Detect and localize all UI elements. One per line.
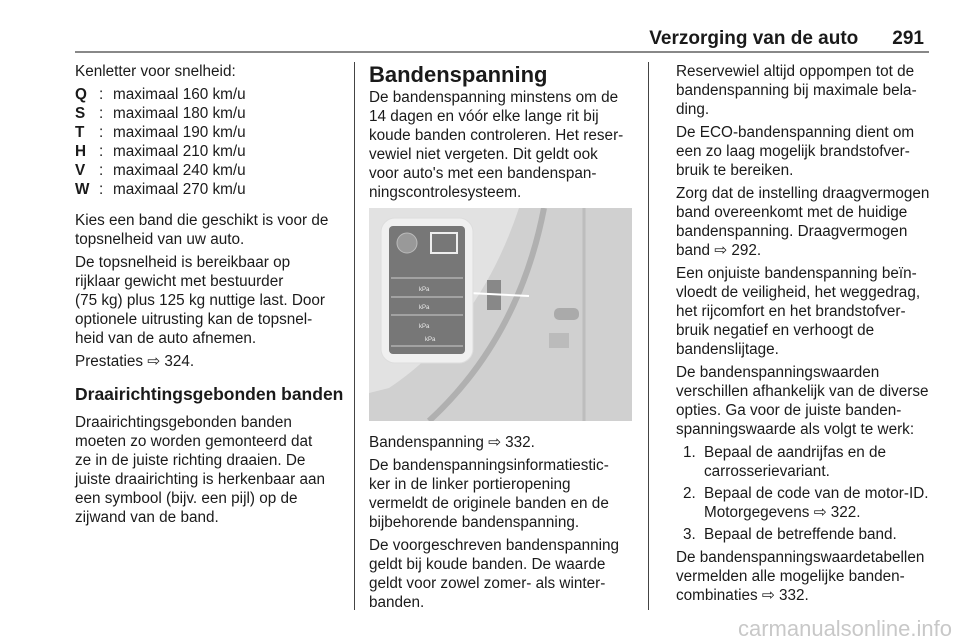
page-header — [649, 28, 924, 50]
paragraph: De ECO-bandenspanning dient om een zo laag mogelijk brandstofver- bruik te bereiken. — [676, 124, 915, 179]
speed-value: maximaal 270 km/u — [113, 181, 246, 198]
paragraph: De bandenspanningswaardetabellen vermelden alle mogelijke banden- combinaties ⇨ 332. — [676, 549, 925, 604]
colon: : — [99, 86, 104, 103]
speed-letter: S — [75, 105, 86, 122]
column-divider — [648, 62, 649, 610]
paragraph: De bandenspanningswaarden verschillen afhankelijk van de diverse opties. Ga voor de juiste banden- spanningswaarde als volgt te werk: — [676, 364, 929, 438]
speed-letter: W — [75, 181, 90, 198]
page-number: 291 — [892, 28, 924, 49]
paragraph: Zorg dat de instelling draagvermogen band overeenkomt met de huidige bandenspanning. Draagvermogen band ⇨ 292. — [676, 185, 930, 259]
list-item: 2. Bepaal de code van de motor-ID. Motorgegevens ⇨ 322. — [700, 484, 936, 522]
paragraph: De bandenspanning minstens om de 14 dagen en vóór elke lange rit bij koude banden controleren. Het reser- vewiel niet vergeten. Dit geldt ook voor auto's met een bandenspan- ningscontrolesysteem. — [369, 89, 624, 201]
tire-pressure-sticker-illustration — [369, 208, 632, 421]
column-1 — [75, 62, 350, 531]
colon: : — [99, 162, 104, 179]
heading: Bandenspanning — [369, 62, 548, 87]
paragraph: Kies een band die geschikt is voor de topsnelheid van uw auto. — [75, 212, 329, 248]
column-2 — [369, 62, 639, 616]
column-3 — [676, 62, 936, 609]
kpa-label: kPa — [425, 337, 436, 343]
speed-letter: H — [75, 143, 87, 160]
speed-intro: Kenletter voor snelheid: — [75, 63, 236, 80]
colon: : — [99, 105, 104, 122]
paragraph: Een onjuiste bandenspanning beïn- vloedt de veiligheid, het weggedrag, het rijcomfort en het brandstofver- bruik negatief en verhoogt de bandenslijtage. — [676, 265, 921, 358]
speed-value: maximaal 240 km/u — [113, 162, 246, 179]
header-rule — [75, 51, 929, 53]
paragraph: De bandenspanningsinformatiestic- ker in de linker portieropening vermeldt de originele banden en de bijbehorende bandenspanning. — [369, 457, 609, 531]
kpa-label: kPa — [419, 324, 430, 330]
paragraph: Reservewiel altijd oppompen tot de bandenspanning bij maximale bela- ding. — [676, 63, 917, 118]
speed-letter: T — [75, 124, 85, 141]
colon: : — [99, 143, 104, 160]
section-title: Verzorging van de auto — [649, 28, 859, 49]
speed-value: maximaal 160 km/u — [113, 86, 246, 103]
kpa-label: kPa — [419, 287, 430, 293]
colon: : — [99, 124, 104, 141]
colon: : — [99, 181, 104, 198]
speed-value: maximaal 210 km/u — [113, 143, 246, 160]
speed-value: maximaal 180 km/u — [113, 105, 246, 122]
steps-list — [676, 443, 936, 544]
list-item: 3. Bepaal de betreffende band. — [700, 525, 936, 544]
speed-letter: Q — [75, 86, 87, 103]
speed-value: maximaal 190 km/u — [113, 124, 246, 141]
paragraph: De voorgeschreven bandenspanning geldt bij koude banden. De waarde geldt voor zowel zomer- als winter- banden. — [369, 537, 620, 611]
speed-table — [75, 85, 246, 199]
subheading: Draairichtingsgebonden banden — [75, 384, 344, 404]
watermark: carmanualsonline.info — [737, 616, 952, 641]
list-item: 1. Bepaal de aandrijfas en de carrosserievariant. — [700, 443, 936, 481]
paragraph: De topsnelheid is bereikbaar op rijklaar gewicht met bestuurder (75 kg) plus 125 kg nuttige last. Door optionele uitrusting kan de topsnel- heid van de auto afnemen. — [75, 254, 325, 347]
kpa-label: kPa — [419, 305, 430, 311]
cross-reference: Prestaties ⇨ 324. — [75, 353, 195, 370]
speed-letter: V — [75, 162, 86, 179]
paragraph: Draairichtingsgebonden banden moeten zo worden gemonteerd dat ze in de juiste richting draaien. De juiste draairichting is herkenbaar aan een symbool (bijv. een pijl) op de zijwand van de band. — [75, 414, 325, 526]
column-divider — [354, 62, 355, 610]
cross-reference: Bandenspanning ⇨ 332. — [369, 434, 535, 451]
